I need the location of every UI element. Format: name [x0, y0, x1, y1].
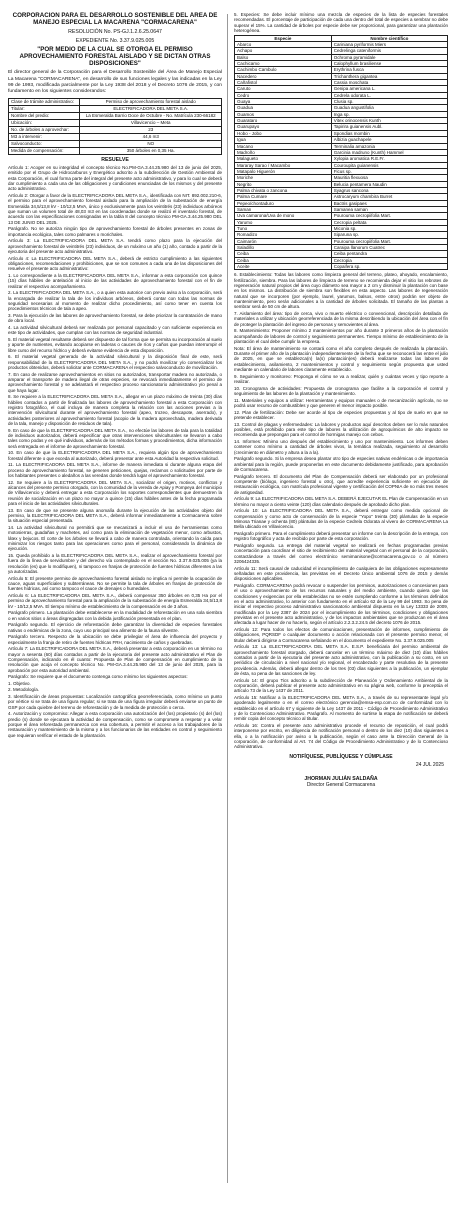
species-common-name: Ceiba	[235, 257, 332, 263]
body-paragraph: 6. El material vegetal generado de la actividad silvicultural y la disposición final de este, será responsabilidad de la ELECTRIFICADORA DEL META S.A., y no podrá movilizar y/o comercializar los productos obtenidos, deberá solicitar ante CORMACARENA el respectivo salvoconducto de movilización.	[8, 354, 222, 370]
species-scientific-name: Caraipa llanorum Cuatrec	[331, 245, 447, 251]
body-paragraph: 15. Queda prohibido a la ELECTRIFICADORA DEL META S.A., realizar el aprovechamiento forestal por fuera de la línea de servidumbre y del derecho vía contemplado en el sección No. 3.37.9.025.005 (ya la resolución (es) que lo modifiquen), ni tampoco en franjas de protección de fuentes hídricas diferentes a las ya autorizadas.	[8, 552, 222, 574]
species-table	[234, 35, 448, 271]
body-paragraph: Parágrafo primero. Para el cumplimiento deberá presentar un informe con la descripción de la entrega, con registro fotográfico y acta de recibido por parte de esta corporación.	[234, 531, 448, 542]
info-label: No. de árboles a aprovechar:	[9, 126, 80, 133]
body-paragraph: Parágrafo. No se autoriza ningún tipo de aprovechamiento forestal de árboles presentes en zonas de importancia ecológica, tales como palmares o morichales.	[8, 226, 222, 237]
species-common-name: Nacedero	[235, 73, 332, 79]
species-scientific-name: Pourouma cecropiifolia Mart.	[331, 213, 447, 219]
body-paragraph: Artículo 9: La ELECTRIFICADORA DEL META S.A. DEBERÁ EJECUTAR EL Plan de Compensación en un término no mayor a ciento veinte (120) días calendario después de aprobado dicho plan.	[234, 496, 448, 507]
body-paragraph: Artículo 1: Acoger en su integridad el concepto técnico No.PM-GA.3.44.25.980 del 13 de junio del 2025, emitido por el Grupo de Hidrocarburos y Energético adscrito a la subdirección de Gestión Ambiental de esta Corporación, el cual forma parte del integral del presente acto administrativo, y para lo cual se deberá dar cumplimiento a cada una de las obligaciones y condiciones enunciadas de los mismos y del presente acto administrativo.	[8, 164, 222, 192]
species-scientific-name: Cecropia peltata	[331, 219, 447, 225]
species-scientific-name: Samanea saman	[331, 206, 447, 212]
info-label: Ubicación:	[9, 119, 80, 126]
body-paragraph: 13. En caso de que se presente alguna anomalía durante la ejecución de las actividades objeto del permiso, la ELECTRIFICADORA DEL META S.A., deberá informar inmediatamente a Cormacarena sobre la situación especial presentada.	[8, 507, 222, 524]
right-column	[234, 12, 448, 1187]
species-common-name: Malagueto	[235, 156, 332, 162]
signature-date: 24 JUL 2025	[415, 761, 444, 768]
species-common-name: Aceite	[235, 264, 332, 270]
species-scientific-name: Guadua angustifolia	[331, 105, 447, 111]
species-common-name: Guadua	[235, 105, 332, 111]
species-common-name: Negrito	[235, 181, 332, 187]
info-table-row	[9, 147, 222, 154]
body-paragraph: Artículo 11: Será causal de caducidad el incumplimiento de cualquiera de las obligaciones expresamente señaladas en este providencia, las previstas en el Decreto Único ambiental 1076 de 2015 y demás disposiciones aplicables.	[234, 565, 448, 582]
species-common-name: Cachimbo Cambulo	[235, 67, 332, 73]
species-common-name: Tuno	[235, 225, 332, 231]
body-paragraph: 2. Metodología.	[8, 687, 40, 693]
body-paragraph: Artículo 7: La ELECTRIFICADORA DEL META S.A., deberá presentar a esta corporación en un término no mayor a sesenta (60) días contados a partir de la ejecutoria del presente acto administrativo el Plan de Compensación, indicando en él cuanto: Propuesta de Plan de compensación en cumplimiento de la resolución que acoja el concepto técnico No. PM-GA.3.44.25.980 del 13 de junio del 2025, para la aprobación por esta autoridad ambiental.	[8, 646, 222, 673]
closing-statement: NOTIFÍQUESE, PUBLÍQUESE Y CÚMPLASE	[289, 753, 393, 760]
body-paragraph: 2. La ELECTRIFICADORA DEL META S.A., o a quien esta autorice con previo aviso a la corporación, será la encargada de realizar la tala de los individuos arbóreos, deberá contar con todas las normas de seguridad necesarias al momento de realizar dicho procedimiento, así como tener en cuenta los procedimientos técnicos de tala a apeo.	[8, 290, 222, 312]
species-scientific-name: Mauritia flexuosa	[331, 175, 447, 181]
info-label: M3 a intervenir:	[9, 133, 80, 140]
species-common-name: Palma chivata o zancona	[235, 187, 332, 193]
body-paragraph: Parágrafo tercero. El documento del Plan de Compensación deberá ser elaborado por un profesional competente (biólogo, ingeniero forestal u otro), que acredite experiencia suficiente en ejecución de restauración ecológica, con matrícula profesional vigente y certificación del COPNIA de no más tres meses de antigüedad.	[234, 473, 448, 495]
info-value: 44,6 m3	[80, 133, 222, 140]
info-table-row	[9, 126, 222, 133]
species-scientific-name: Tapirira guianensis Aubl.	[331, 124, 447, 130]
species-common-name: Madroño	[235, 149, 332, 155]
column-divider	[227, 14, 228, 1183]
body-paragraph: 1. Objetivo.	[8, 680, 31, 686]
species-common-name: Macano	[235, 143, 332, 149]
body-paragraph: 5. El material vegetal resultante deberá ser dispuesto de tal forma que se permita su incorporación al suelo y aporte de nutrientes, evitando acopiarse en laderas o cauces de ríos y caños que puedan interrumpir el libre curso del recurso hídrico y deberá evitarse evidencia de esta disposición.	[8, 336, 222, 353]
species-scientific-name: Ochroma pyramidale	[331, 54, 447, 60]
body-paragraph: Parágrafo tercero. Respecto de la ubicación se debe privilegiar el área de influencia del proyecto y especialmente la franja de retiro de fuentes hídricas FRH, nacimiento de caños y quebradas.	[8, 634, 222, 645]
organization-title: CORPORACIÓN PARA EL DESARROLLO SOSTENIBLE DEL ÁREA DE MANEJO ESPECIAL LA MACARENA "CORMACARENA"	[12, 12, 218, 27]
info-table-row	[9, 133, 222, 140]
species-common-name: Igua	[235, 137, 332, 143]
body-paragraph: 4. La actividad silvicultural deberá ser realizada por personal capacitado y con suficiente experiencia en este tipo de actividades, que cumplan con las normas de seguridad industrial.	[8, 324, 222, 336]
signer-role: Director General Cormacarena	[306, 781, 376, 788]
body-paragraph: 14. La actividad silvicultural no permitirá que se mecanizará a incluir el uso de herramientas como motosierras, guadañas y machetes, así como para la eliminación de vegetación menor, como arbustos, látex y bejucos. El corte de los árboles se llevará a cabo de manera controlada, orientando la caída para minimizar los riesgos tanto para las operaciones como para el personal, considerando la dinámica de ejecución.	[8, 524, 222, 552]
right-top-text	[234, 12, 448, 33]
species-common-name: Palma Cumare	[235, 194, 332, 200]
body-paragraph: Parágrafo segundo. El ejercicio de reforestación debe garantizar la diversidad de especies forestales nativas o endémicas de la zona, cuyo uso principal sea alimento de la fauna silvestre.	[8, 622, 222, 633]
species-scientific-name: Vitex orinocensis Kunth	[331, 118, 447, 124]
body-paragraph: 13. Control de plagas y enfermedades: La labores y productos aquí descritos deben ser lo más naturales posibles, está prohibido para este tipo de labores la utilización de agroquímicos de alto impacto se recomienda que prepongan para el control de hormigas manejo con cebos.	[234, 421, 448, 438]
species-common-name: Saman	[235, 206, 332, 212]
body-paragraph: Artículo 12: Para todos los efectos de comunicaciones, presentación de informes, cumplimiento de obligaciones, PQRSDF o cualquier documento o acción relacionada con el presente permiso menor, el titular deberá dirigirse a Cormacarena señalando en el documento el expediente No. 3.37.9.025.005	[234, 627, 448, 643]
species-scientific-name: Cassia moschata	[331, 80, 447, 86]
species-scientific-name: Albizia guachapele	[331, 137, 447, 143]
species-scientific-name: Cariniana pyriformis Miers	[331, 42, 447, 48]
resolution-number: RESOLUCIÓN No. PS-GJ.1.2.6.25.0647	[68, 29, 162, 36]
info-value: 23	[80, 126, 222, 133]
species-common-name: Ceiba	[235, 251, 332, 257]
body-paragraph: 12. Se requiere a la ELECTRIFICADORA DEL META S.A., socializar el origen, motivos, conflictos y alcances del presente permiso otorgado, con la comunidad de la vereda de Apiay y Pompeya del municipio de Villavicencio y deberá entregar a esta Corporación los soportes correspondientes que demuestren la reunión de socialización en un plazo no mayor a quince (15) días hábiles antes de la fecha programada para el inicio de las actividades silviculturales.	[8, 479, 222, 506]
resolution-subject: "POR MEDIO DE LA CUAL SE OTORGA EL PERMISO APROVECHAMIENTO FORESTAL AISLADO Y SE DICTAN OTRAS DISPOSICIONES"	[19, 45, 211, 68]
species-scientific-name: Cecropia	[331, 257, 447, 263]
body-paragraph: Artículo 14: El grupo Tics adscrito a la subdirección de Planeación y Ordenamiento Ambiental de la corporación, deberá publicar el presente acto administrativo en su página web, conforme lo preceptúa el artículo 73 de la Ley 1437 de 2011.	[234, 677, 448, 694]
species-scientific-name: Calophyllum brasiliense	[331, 61, 447, 67]
species-scientific-name: Astrocaryum chambira Burret	[331, 194, 447, 200]
info-table-row	[9, 119, 222, 126]
species-common-name: Achapo	[235, 48, 332, 54]
body-paragraph: Artículo 10: La ELECTRIFICADORA DEL META S.A., deberá entregar como medida opcional de compensación y como acto de conservación de la especie "Yopo" treinta (30) plántulas de la especie Mimosa Trianae y ochenta (80) plántulas de la especie Cedrela Odorata al vivero de CORMACARENA La Bella ubicado en Villavicencio.	[234, 508, 448, 530]
species-scientific-name: Cedrela odorata L.	[331, 92, 447, 98]
species-scientific-name: Garcinia madruno (Kunth) Hammel	[331, 149, 447, 155]
species-common-name: Hobo - Jobo	[235, 130, 332, 136]
species-common-name: Romadizo	[235, 232, 332, 238]
body-paragraph: 10. Cronograma de actividades: Propuesta de cronograma que facilite a la corporación el control y seguimiento de las labores de la plantación y mantenimiento.	[234, 385, 448, 397]
body-paragraph: Parágrafo: Se requiere que el documento contenga como mínimo los siguientes aspectos:	[8, 674, 188, 680]
species-scientific-name: Clusia sp.	[331, 99, 447, 105]
info-label: Clase de trámite administrativo:	[9, 98, 80, 105]
body-paragraph: Artículo 5: El presente permiso de aprovechamiento forestal aislado no implica ni permite la ocupación de cauce, aguas superficiales y subterráneas. No se permite la tala de árboles en franjas de protección de fuentes hídricas, así como tampoco el cauce de drenajes o humedales.	[8, 575, 222, 592]
species-header: Especie	[235, 35, 332, 41]
body-paragraph: Artículo 6: La ELECTRIFICADORA DEL META S.A., deberá compensar 350 árboles en 0,35 Ha por el permiso de aprovechamiento forestal para la ampliación de la subestación de energía Esmeralda 34,5/13,8 kV - 10/12,5 MVA. El tiempo mínimo de establecimiento de la compensación es de 3 años.	[8, 592, 222, 609]
resuelve-heading: RESUELVE	[101, 156, 129, 163]
info-value: Permiso de aprovechamiento forestal aislado	[80, 98, 222, 105]
scientific-name-header: Nombre científico	[331, 35, 447, 41]
body-paragraph: 3. Para la ejecución de las labores de aprovechamiento forestal, se debe priorizar la contratación de mano de obra local.	[8, 312, 222, 324]
species-common-name: Mararay Sarao / Macambo	[235, 162, 332, 168]
species-scientific-name: Cedrelinga cateniformis	[331, 48, 447, 54]
info-label: Salvoconducto:	[9, 140, 80, 147]
species-scientific-name: Terminalia amazonia	[331, 143, 447, 149]
species-scientific-name: Siparuna sp.	[331, 232, 447, 238]
right-bottom-text	[234, 272, 448, 749]
species-common-name: Guaya	[235, 99, 332, 105]
species-common-name: Saladillo	[235, 245, 332, 251]
signer-name: JHORMAN JULIÁN SALDAÑA	[304, 775, 378, 782]
body-paragraph: Parágrafo. CORMACARENA podrá revocar o suspender los permisos, autorizaciones o concesiones para el uso o aprovechamiento de los recursos naturales y del medio ambiente, cuando quiera que las condiciones y exigencias por ella establecidas no se estén cumpliendo conforme a los términos definidos en el acto administrativo, lo anterior con fundamento en el artículo 62 de la Ley 99 del 1993. So pena de iniciar el respectivo proceso administrativo sancionatorio ambiental dispuesto en la Ley 13333 de 2009, modificada por la Ley 2387 de 2024 por el incumplimiento de los términos, condiciones y obligaciones previstas en el presente acto administrativo, y de los impactos ambientales que se produzcan en el área afectada a lugar hacer de no hacerlo, según el artículo 2.2.3.2.24.5 del decreto 1076 de 2015.	[234, 583, 448, 626]
species-scientific-name: Xylopia aromatica R.E.Fr.	[331, 156, 447, 162]
species-common-name: Cedro	[235, 92, 332, 98]
signature-block	[234, 776, 448, 788]
species-common-name: Yarumo	[235, 219, 332, 225]
body-paragraph: Parágrafo segundo. Si la empresa desea plantar otro tipo de especies nativas endémicas o de importancia ambiental para la región, puede proponerlas en este documento debidamente justificado, para aprobación de Cormacarena.	[234, 456, 448, 473]
info-value: 350 árboles en 0,35 Ha.	[80, 147, 222, 154]
species-scientific-name: Copaifera sp.	[331, 264, 447, 270]
species-scientific-name: Inga sp.	[331, 111, 447, 117]
species-scientific-name: Ficus sp.	[331, 168, 447, 174]
body-paragraph: Artículo 2: Otorgar a favor de la ELECTRIFICADORA DEL META S.A., identificada con NIT. 892.002.210-6, el permiso para el aprovechamiento forestal aislado para la ampliación de la subestación de energía Esmeralda 34,5/13,8 kV - 10/12,5 MVA, único y exclusivamente para los veintitrés (23) individuos arbóreos que suman un volumen total de 48,03 m3 en las coordenadas donde se realizó el inventario forestal, de acuerdo con las especificaciones consignadas en la tabla 8 del concepto técnico PM-GA.3.44.25.980 DEL 13 DE JUNIO DEL 2025.	[8, 192, 222, 225]
species-common-name: Caruto	[235, 86, 332, 92]
species-common-name: Cachicamo	[235, 61, 332, 67]
info-value: Villavicencio – Meta	[80, 119, 222, 126]
info-table-row	[9, 112, 222, 119]
species-common-name: Guarupayo	[235, 124, 332, 130]
species-common-name: Balso	[235, 54, 332, 60]
body-paragraph: 14. Informes: Mínimo uno después del establecimiento y uno por mantenimiento. Los informes deben contener como mínimo a cantidad de árboles vivos, la temática realizada, seguimiento al desarrollo (crecimiento en diámetro y altura a la a la).	[234, 439, 448, 455]
left-column	[8, 12, 222, 1187]
species-common-name: Guamos	[235, 111, 332, 117]
info-label: Titular:	[9, 105, 80, 112]
species-scientific-name: Belucia pentamera Naudin	[331, 181, 447, 187]
left-body-text	[8, 165, 222, 738]
info-table-row	[9, 140, 222, 147]
body-paragraph: 11. La ELECTRIFICADORA DEL META S.A., informe de manera inmediata si durante alguna etapa del proceso de aprovechamiento forestal, se generen peticiones, quejas, reclamos o solicitudes por parte de los habitantes presentes o aledaños a las veredas donde tendrá lugar el aprovechamiento forestal.	[8, 462, 222, 478]
info-value: ELECTRIFICADORA DEL META S.A.	[80, 105, 222, 112]
body-paragraph: 12. Plan de fertilización: Debe ser acorde al tipo de especies propuestas y al tipo de suelo en que se pretende establecer.	[234, 409, 448, 421]
intro-paragraph: El director general de la Corporación para el Desarrollo Sostenible del Área de Manejo Especial La Macarena "CORMACARENA", en desarrollo de sus funciones legales y las indicadas en la Ley 99 de 1993, modificada parcialmente por la Ley 1938 del 2018 y el Decreto 1076 de 2015, y con fundamento en los siguientes considerandos:	[8, 70, 222, 94]
expediente-number: EXPEDIENTE No. 3.37.9.025.005	[75, 37, 155, 44]
species-common-name: Guarataro	[235, 118, 332, 124]
info-label: Medida de compensación:	[9, 147, 80, 154]
body-paragraph: 8. Mantenimiento: Proponer mínimo 2 mantenimientos por año durante 3 primeros años de la plantación acompañando de labores de control y seguimiento permanentes. Tiempo mínimo de establecimiento de la plantación el cual debe cumplir la empresa.	[234, 328, 448, 345]
body-paragraph: Parágrafo segundo. La entrega del material vegetal se realizará en fechas programadas previas concertación para coordinar el sitio de recibimiento del material vegetal con el personal de la corporación, contactándose a través del correo electrónico semimanisone@cormacarena.gov.co o al número 3206424335.	[234, 543, 448, 565]
info-table-row	[9, 105, 222, 112]
info-value: NO	[80, 140, 222, 147]
species-scientific-name: Genipa americana L.	[331, 86, 447, 92]
species-scientific-name: Pourouma cecropiifolia Mart.	[331, 238, 447, 244]
species-scientific-name: Ceiba pentandra	[331, 251, 447, 257]
body-paragraph: 1. Lo correspondiente a la ELECTRIFICADORA DEL META S.A., informar a esta corporación con quince (15) días hábiles de antelación al inicio de las actividades de aprovechamiento forestal con el fin de realizar el respectivo acompañamiento.	[8, 272, 222, 289]
body-paragraph: Artículo 3: La ELECTRIFICADORA DEL META S.A. tendrá como plazo para la ejecución del aprovechamiento forestal de veintitrés (23) individuos, de un máximo un año (1) año, contado a partir de la ejecutoria del presente acto administrativo.	[8, 238, 222, 254]
species-scientific-name: Bactris gasipaes	[331, 200, 447, 206]
body-paragraph: 7. En caso de realizarse aprovechamientos en sitios no autorizados, transportar madera no autorizada, o amparar el transporte de madera ilegal de otras especies, se revocará inmediatamente el permiso de aprovechamiento forestal y se adelantará el respectivo proceso sancionatorio administrativo y/o penal a que haya lugar.	[8, 371, 222, 393]
body-paragraph: 6. Establecimiento: Todas las labores como limpieza general del terreno, plateo, ahoyado, encalamiento, fertilización, siembra. Para las labores de limpieza de terreno se recomienda dejar el sitio los rebrotes de regeneración natural propios del área cuyo diámetro sea mayor a 2 cm y disminuir la plantación con base en los mismos. La distribución de siembra son flexibles en esta aspecto. Las labores de regeneración natural que se incorporen (por ejemplo, laurel, yarumos, balsos, entre otros) podrán ser objeto de mantenimiento, pero serán adicionales a la cantidad de árboles solicitada. El tamaño de las plantas a sembrar será de 50 cm de altura.	[234, 272, 448, 310]
info-value: La Esmeralda Barrio Doce de Octubre - No. Matrícula 230-66182	[80, 112, 222, 119]
species-common-name: Moriche	[235, 175, 332, 181]
species-common-name: Caimarón	[235, 238, 332, 244]
body-paragraph: Artículo 13: La ELECTRIFICADORA DEL META S.A. E.S.P. beneficiaria del permiso ambiental de aprovechamiento forestal otorgado, deberá cancelar en un término máximo de diez (10) días hábiles contados a partir de la ejecutoria del presente acto administrativo, con la publicación a su costo, en un periódico de circulación a nivel nacional y/o regional, el encabezado y parte resolutiva de la presente providencia. Además, deberá allegar dentro de los tres (03) días siguientes a la publicación, un ejemplar de ésta, so pena de las sanciones de ley.	[234, 644, 448, 677]
body-paragraph: 11. Materiales y equipos a utilizar: Herramientas y equipos manuales o de mecanización agrícola, no se podrá usar recurso de combustibles y que generen el menor impacto posible.	[234, 397, 448, 409]
species-scientific-name: Erythrina fusca	[331, 67, 447, 73]
body-paragraph: 9. Seguimiento y monitoreo: Proponga el cómo se va a realizar, quién y cuántas veces y tipo reporte a realizar.	[234, 373, 448, 385]
body-paragraph: Nota: El área de mantenimiento se contará como el año completo después de realizada la plantación. Durante el primer año de la plantación independientemente de la fecha que se reconocerá las entre el julio de 2025, en que se establezca(n) la(s) plantación(es) deberá realizarse todas las labores de establecimiento, asilamiento, 2 mantenimientos y control y seguimiento según propuesta que usted mediante un calendario de labores claramente establecido.	[234, 345, 448, 373]
body-paragraph: Artículo 4: La ELECTRIFICADORA DEL META S.A., deberá de estricto cumplimiento a las siguientes obligaciones, recomendaciones y prohibiciones, que se son comunes a cada una de las disposiciones del resuelve el presente acto administrativo:	[8, 255, 222, 272]
species-common-name: Cañafistol	[235, 80, 332, 86]
body-paragraph: 4. Autorización y compromiso: Allegar a esta corporación una autorización del (los) propietario (s) del (los) predio (s) donde se ejecutara la actividad de compensación, como se compromete a respetar y a velar porque el área reforestada permanezca con esa cobertura, a permitir el acceso a los trabajadores de la restauración y mantenimiento de la misma y a los funcionarios de las entidades en control y seguimiento que requieran verificar el estado de la plantación.	[8, 711, 222, 738]
species-row	[235, 264, 448, 270]
body-paragraph: 7. Aislamiento del área: tipo de cerca, vivo o muerto eléctrico o convencional, descripción detallada de materiales a utilizar y ubicación georreferenciada de la misma describiendo la ubicación del área con el fin de proteger la plantación del ingreso de personas y semovientes al área.	[234, 311, 448, 327]
info-label: Nombre del predio:	[9, 112, 80, 119]
species-scientific-name: Miconia sp.	[331, 225, 447, 231]
species-scientific-name: Spondias mombin	[331, 130, 447, 136]
body-paragraph: 9. En caso de que la ELECTRIFICADORA DEL META S.A., no efectúe las labores de tala para la totalidad de individuos autorizados, deberá especificar que otras intervenciones silviculturales se llevaron a cabo tales como podas y en qué individuos, además de los métodos formas y procedimientos, dicha información será entregada en el informe de aprovechamiento forestal.	[8, 427, 222, 449]
permit-info-table	[8, 98, 222, 155]
body-paragraph: Artículo 15: Notificar a la ELECTRIFICADORA DEL META S.A., a través de su representante legal y/o apoderado legalmente o en el correo electrónico gerencia@emsa-esp.com.co de conformidad con lo establecido en el artículo 67 y siguiente de la Ley 1437 de 2011 - Código de Procedimiento Administrativo y de lo Contencioso Administrativo. Parágrafo. Al momento de surtirse la etapa de notificación se deberá remitir copia del concepto técnico al titular.	[234, 695, 448, 722]
species-scientific-name: Syagrus sancona	[331, 187, 447, 193]
species-scientific-name: Couroupita guianensis	[331, 162, 447, 168]
body-paragraph: 3. Identificación de áreas propuestas: Localización cartográfica georreferenciada, como mínimo un punto por vértice si se trata de una figura regular; si se trata de una figura irregular deberá enviarse un punto de GSP por cada quiebre del terreno de reforestación y de la medida de protección o cerca.	[8, 694, 222, 710]
body-paragraph: 10. En caso de que la ELECTRIFICADORA DEL META S.A., requiera algún tipo de aprovechamiento forestal diferente o que exceda al autorizado, deberá presentar ante esta Autoridad la respectiva solicitud.	[8, 450, 222, 461]
species-scientific-name: Trichanthera gigantea	[331, 73, 447, 79]
body-paragraph: 8. Se requiere a la ELECTRIFICADORA DEL META S.A., allegar en un plazo máximo de treinta (30) días hábiles contados a partir de finalizada las labores de aprovechamiento forestal a esta Corporación con registro fotográfico, el cual incluya de manera completa la relación con las acciones previas a la intervención silvicultural durante el aprovechamiento forestal (apeo, trozeo, descapote, aserrado), y actividades posteriores al aprovechamiento forestal (acopio de la madera aprovechada, madera derivada de la tala, manejo y disposición de residuos de tala).	[8, 394, 222, 426]
body-paragraph: Artículo 16: Contra el presente acto administrativo procede el recurso de reposición, el cual podrá interponerse por escrito, en diligencia de notificación personal o dentro de los diez (10) días siguientes a ella, o a la notificación por aviso o la publicación, según el caso ante la Dirección General de la corporación, de conformidad al Art. 74 del Código de Procedimiento Administrativo y de lo Contencioso Administrativo.	[234, 723, 448, 750]
body-paragraph: 5. Especies: Se debe incluir mínimo una mezcla de especies de la lista de especies forestales recomendadas. El porcentaje de participación de cada una dentro del total de especies a sembrar no debe superar el 15%. La cantidad de árboles por especie debe ser proporcional, para garantizar una plantación heterogénea.	[234, 12, 448, 34]
body-paragraph: Parágrafo primero. La plantación debe establecerse en la modalidad de reforestación en una sola siembra o en varios sitios o áreas disgregadas con la debida justificación presentada en el plan.	[8, 610, 222, 621]
species-common-name: Pepeo/chontaduro	[235, 200, 332, 206]
species-common-name: Matapalo Higuerón	[235, 168, 332, 174]
species-common-name: Abarco	[235, 42, 332, 48]
species-common-name: Uva camarona/Uva de mono	[235, 213, 332, 219]
info-table-row	[9, 98, 222, 105]
